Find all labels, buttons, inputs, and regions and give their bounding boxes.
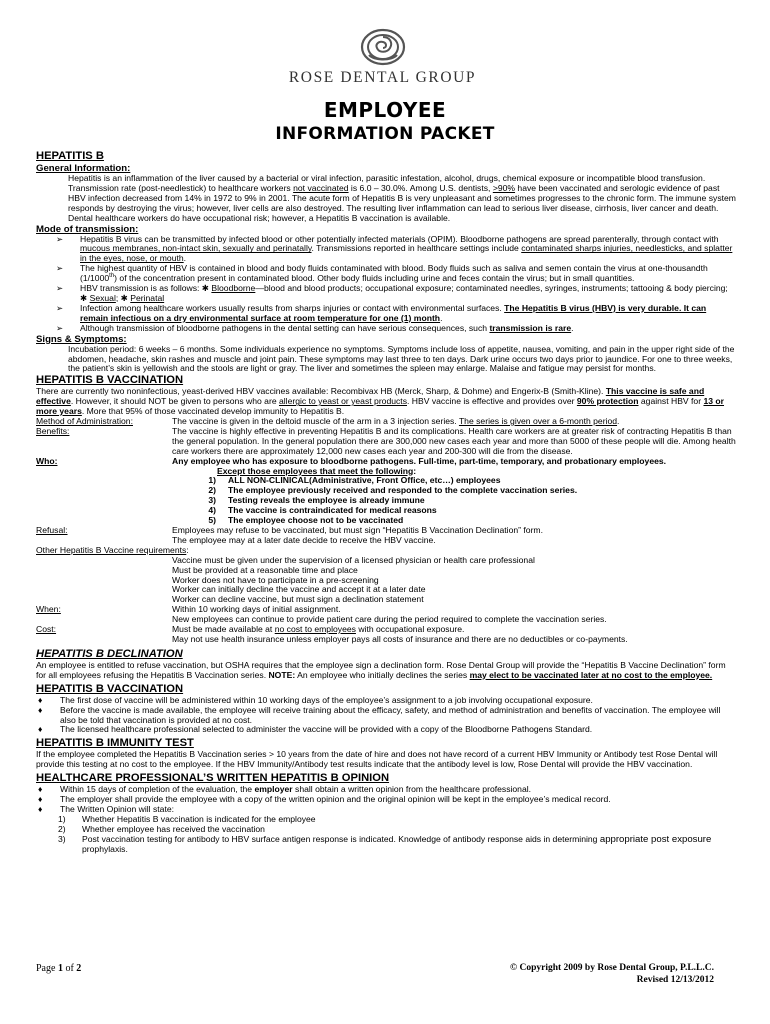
title-employee: EMPLOYEE [323,98,447,122]
section-heading-immunity-test: HEPATITIS B IMMUNITY TEST [36,737,194,750]
list-item: 1) ALL NON-CLINICAL(Administrative, Front Office, etc…) employees [208,475,501,486]
list-item: Worker does not have to participate in a pre-screening [172,574,379,585]
copyright-footer [510,963,714,986]
when-row: When: Within 10 working days of initial assignment. [36,604,341,615]
list-item: ➢ HBV transmission is as follows: ✱ Bloodborne—blood and blood products; occupational exposure; contaminated needles, syringes, instruments; tattooing & body piercing; ✱ Sexual; ✱ Perinatal [36,284,736,304]
list-item: ➢ Infection among healthcare workers usually results from sharps injuries or contact with environmental surfaces. The Hepatitis B virus (HBV) is very durable. It can remain infectious on a dry environmental surface at room temperature for one (1) month. [36,304,736,324]
arrow-bullet-icon: ➢ [56,322,64,333]
immunity-text: If the employee completed the Hepatitis B Vaccination series > 10 years from the date of hire and does not have record of a current HBV Immunity or Antibody test Rose Dental will provide this testing at no cost to the employee. If the HBV Immunity/Antibody test results indicate that the antibody level is low, Rose Dental will provide the HBV vaccination. [36,749,718,770]
list-item: 4) The vaccine is contraindicated for medical reasons [208,505,437,516]
other-requirements-label: Other Hepatitis B Vaccine requirements: [36,544,189,555]
arrow-bullet-icon: ➢ [56,263,64,274]
when-text-2: New employees can continue to provide patient care during the period required to complete the vaccination series. [172,614,607,625]
section-heading-vaccination: HEPATITIS B VACCINATION [36,374,184,387]
refusal-text-2: The employee may at a later date decide to receive the HBV vaccine. [172,534,436,545]
list-item: ➢ Hepatitis B virus can be transmitted by infected blood or other potentially infected materials (OPIM). Bloodborne pathogens are spread parenterally, through contact with mucous membranes, non-intact skin, sexually and perinatally. Transmissions reported in healthcare settings include contaminated sharps injuries, needlesticks, and splatter in the eyes, nose, or mouth. [36,235,736,265]
list-item: Worker can initially decline the vaccine and accept it at a later date [172,584,426,595]
list-item: ➢ Although transmission of bloodborne pathogens in the dental setting can have serious consequences, such transmission is rare. [36,324,736,334]
section-heading-vaccination-2: HEPATITIS B VACCINATION [36,682,184,695]
diamond-bullet-icon: ♦ [38,724,43,735]
who-row: Who: Any employee who has exposure to bloodborne pathogens. Full-time, part-time, temporary, and probationary employees. [36,455,667,466]
section-heading-hepatitis-b: HEPATITIS B [36,150,104,162]
list-item: ♦ The licensed healthcare professional selected to administer the vaccine will be provided with a copy of the Bloodborne Pathogens Standard. [38,724,593,735]
method-row: Method of Administration: The vaccine is given in the deltoid muscle of the arm in a 3 injection series. The series is given over a 6-month period. [36,416,620,427]
arrow-bullet-icon: ➢ [56,302,64,313]
list-item: 2) The employee previously received and responded to the complete vaccination series. [208,485,578,496]
declination-text: An employee is entitled to refuse vaccination, but OSHA requires that the employee sign a declination form. Rose Dental Group will provide the “Hepatitis B Vaccine Declination” form for all employees refusing the Hepatitis B Vaccination series. NOTE: An employee who initially declines the series may elect to be vaccinated later at no cost to the employee. [36,659,726,680]
list-item: ➢ The highest quantity of HBV is contained in blood and body fluids contaminated with blood. Body fluids such as saliva and semen contain the virus at one-thousandth (1/1000th) of the concentration present in contaminated blood. Other body fluids including urine and feces contain the virus; but in small quantities. [36,264,736,284]
list-item: 2) Whether employee has received the vaccination [58,823,265,834]
diamond-bullet-icon: ♦ [38,784,43,795]
section-heading-written-opinion: HEALTHCARE PROFESSIONAL’S WRITTEN HEPATITIS B OPINION [36,772,390,785]
diamond-bullet-icon: ♦ [38,794,43,805]
list-item: ♦ The employer shall provide the employee with a copy of the written opinion and the original opinion will be kept in the employee’s medical record. [38,794,611,805]
list-item: Vaccine must be given under the supervision of a licensed physician or health care professional [172,554,535,565]
arrow-bullet-icon: ➢ [56,283,64,294]
cost-row: Cost: Must be made available at no cost to employees with occupational exposure. [36,624,465,635]
arrow-bullet-icon: ➢ [56,233,64,244]
list-item: Worker can decline vaccine, but must sign a declination statement [172,594,424,605]
cost-text-2: May not use health insurance unless employer pays all costs of insurance and there are no deductibles or co-payments. [172,633,628,644]
signs-symptoms-text: Incubation period: 6 weeks – 6 months. Some individuals experience no symptoms. Symptoms include loss of appetite, nausea, vomiting, and pain in the upper right side of the abdomen, headache, skin rashes and muscle and joint pain. These symptoms may last three to ten days. Dark urine occurs two days prior to jaundice. For one to three weeks, the patient’s skin is yellowish and the stools are light or gray. The liver and sometimes the spleen may enlarge. Malaise and fatigue may persist for months. [68,343,735,374]
list-item: ♦ Within 15 days of completion of the evaluation, the employer shall obtain a written opinion from the healthcare professional. [38,784,532,795]
except-heading: Except those employees that meet the following: [217,465,417,476]
diamond-bullet-icon: ♦ [38,694,43,705]
benefits-row: Benefits: The vaccine is highly effective in preventing Hepatitis B and its complications. Health care workers are at greater risk of contracting Hepatitis B than the general population. In the general population there are 300,000 new cases each year and more than 5000 of these people will die. Among health care workers there are approximately 12,000 new cases each year and 200-300 will die from the disease. [36,425,736,456]
document-body [36,150,736,854]
subheading-signs-symptoms: Signs & Symptoms: [36,333,127,345]
revised-date: Revised 12/13/2012 [636,974,714,985]
subheading-mode-of-transmission: Mode of transmission: [36,223,139,235]
list-item: ♦ The Written Opinion will state: [38,803,174,814]
rose-logo-icon [360,28,406,68]
list-item: 3) Post vaccination testing for antibody to HBV surface antigen response is indicated. Knowledge of antibody response aids in determining appropriate post exposure prophylaxis. [58,833,712,854]
vaccination-intro-text: There are currently two noninfectious, yeast-derived HBV vaccines available: Recombivax HB (Merck, Sharp, & Dohme) and Engerix-B (Smith-Kline). This vaccine is safe and effective. However, it should NOT be given to persons who are allergic to yeast or yeast products. HBV vaccine is effective and provides over 90% protection against HBV for 13 or more years. More that 95% of those vaccinated develop immunity to Hepatitis B. [36,386,725,417]
page-number: Page 1 of 2 [36,963,82,974]
list-item: 1) Whether Hepatitis B vaccination is indicated for the employee [58,813,316,824]
company-logo [270,28,495,87]
refusal-row: Refusal: Employees may refuse to be vaccinated, but must sign “Hepatitis B Vaccination Declination” form. [36,525,543,535]
title-information-packet: INFORMATION PACKET [275,124,495,144]
list-item: 3) Testing reveals the employee is already immune [208,495,425,506]
list-item: ♦ The first dose of vaccine will be administered within 10 working days of the employee’s assignment to a job involving occupational exposure. [38,694,593,705]
subheading-general-information: General Information: [36,163,131,174]
list-item: Must be provided at a reasonable time and place [172,564,358,575]
section-heading-declination: HEPATITIS B DECLINATION [36,647,183,660]
diamond-bullet-icon: ♦ [38,704,43,715]
diamond-bullet-icon: ♦ [38,803,43,814]
list-item: ♦ Before the vaccine is made available, the employee will receive training about the efficacy, safety, and method of administration and benefits of vaccination. The employee will also be told that vaccination is provided at no cost. [38,704,721,725]
general-information-text: Hepatitis is an inflammation of the liver caused by a bacterial or viral infection, parasitic infestation, alcohol, drugs, chemical exposure or incompatible blood transfusion. Transmission rate (post-needlestick) to healthcare workers not vaccinated is 6.0 – 30.0%. Among U.S. dentists, >90% have been vaccinated and serologic evidence of past HBV infection decreased from 14% in 1972 to 9% in 2001. The acute form of Hepatitis B is very unpleasant and sometimes progresses to the chronic form. The immune system responds by destroying the virus; however, liver cells are also destroyed. The resulting liver inflammation can lead to serious liver disease, cirrhosis, liver cancer and death. Dental healthcare workers do have occupational risk; however, a Hepatitis B vaccination is available. [68,173,736,223]
list-item: 5) The employee choose not to be vaccinated [208,515,404,526]
company-name: ROSE DENTAL GROUP [288,69,477,86]
copyright-text: © Copyright 2009 by Rose Dental Group, P.L.L.C. [510,963,714,973]
